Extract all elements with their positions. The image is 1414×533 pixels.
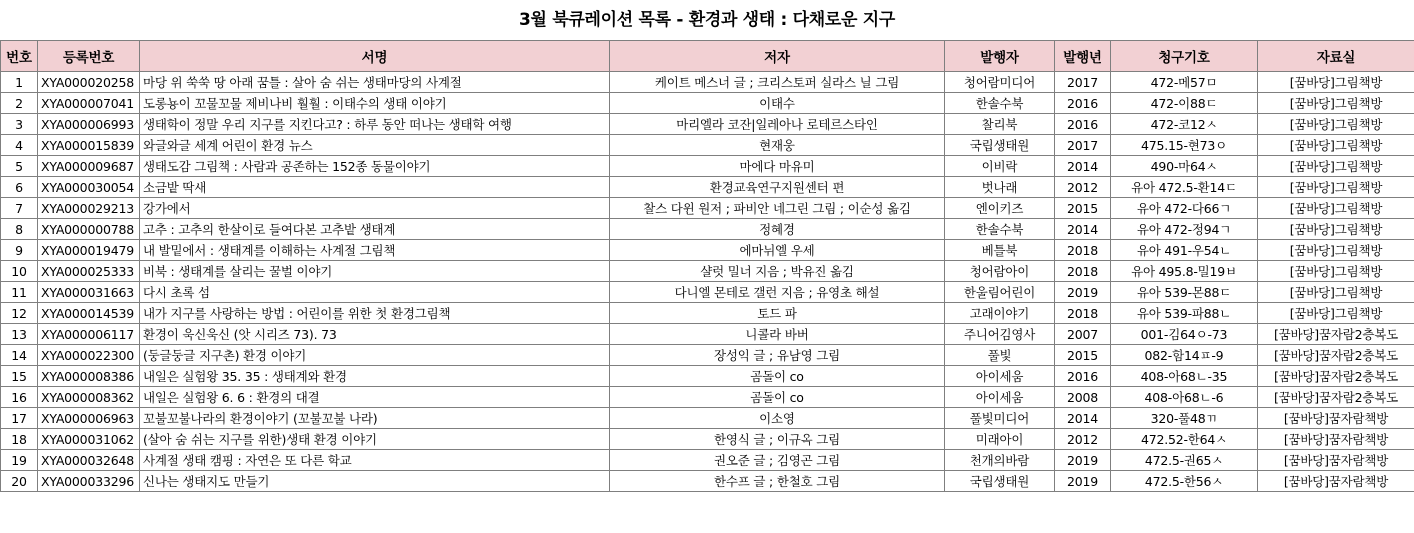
cell-location: [꿈바당]그림책방 bbox=[1258, 93, 1414, 114]
table-row bbox=[1, 114, 1414, 135]
cell-registration-no: XYA000008362 bbox=[38, 387, 140, 408]
table-row bbox=[1, 345, 1414, 366]
header-row bbox=[1, 41, 1414, 72]
cell-registration-no: XYA000009687 bbox=[38, 156, 140, 177]
cell-location: [꿈바당]꿈자람2층복도 bbox=[1258, 324, 1414, 345]
cell-number: 1 bbox=[1, 72, 38, 93]
cell-author: 이태수 bbox=[610, 93, 945, 114]
table-row bbox=[1, 93, 1414, 114]
book-list-table bbox=[0, 40, 1414, 492]
cell-number: 2 bbox=[1, 93, 38, 114]
cell-number: 4 bbox=[1, 135, 38, 156]
cell-year: 2017 bbox=[1055, 135, 1111, 156]
cell-number: 18 bbox=[1, 429, 38, 450]
cell-author: 니콜라 바버 bbox=[610, 324, 945, 345]
cell-year: 2014 bbox=[1055, 408, 1111, 429]
cell-number: 15 bbox=[1, 366, 38, 387]
cell-title: 마당 위 쑥쑥 땅 아래 꿈틀 : 살아 숨 쉬는 생태마당의 사계절 bbox=[140, 72, 610, 93]
cell-publisher: 주니어김영사 bbox=[945, 324, 1055, 345]
cell-number: 19 bbox=[1, 450, 38, 471]
col-header-title: 서명 bbox=[140, 41, 610, 72]
cell-title: 도롱뇽이 꼬물꼬물 제비나비 훨훨 : 이태수의 생태 이야기 bbox=[140, 93, 610, 114]
cell-author: 권오준 글 ; 김영곤 그림 bbox=[610, 450, 945, 471]
cell-call-number: 472-이88ㄷ bbox=[1111, 93, 1258, 114]
cell-call-number: 유아 495.8-밀19ㅂ bbox=[1111, 261, 1258, 282]
col-header-registration-no: 등록번호 bbox=[38, 41, 140, 72]
cell-registration-no: XYA000008386 bbox=[38, 366, 140, 387]
cell-title: 신나는 생태지도 만들기 bbox=[140, 471, 610, 492]
cell-year: 2017 bbox=[1055, 72, 1111, 93]
cell-year: 2012 bbox=[1055, 429, 1111, 450]
cell-number: 8 bbox=[1, 219, 38, 240]
cell-location: [꿈바당]꿈자람책방 bbox=[1258, 429, 1414, 450]
cell-year: 2016 bbox=[1055, 93, 1111, 114]
cell-publisher: 청어람미디어 bbox=[945, 72, 1055, 93]
cell-location: [꿈바당]그림책방 bbox=[1258, 198, 1414, 219]
cell-number: 3 bbox=[1, 114, 38, 135]
cell-publisher: 한울림어린이 bbox=[945, 282, 1055, 303]
cell-registration-no: XYA000015839 bbox=[38, 135, 140, 156]
cell-year: 2018 bbox=[1055, 240, 1111, 261]
cell-location: [꿈바당]그림책방 bbox=[1258, 219, 1414, 240]
cell-call-number: 472.52-한64ㅅ bbox=[1111, 429, 1258, 450]
cell-registration-no: XYA000000788 bbox=[38, 219, 140, 240]
col-header-year: 발행년 bbox=[1055, 41, 1111, 72]
cell-title: 소금밭 딱새 bbox=[140, 177, 610, 198]
cell-title: 내일은 실험왕 6. 6 : 환경의 대결 bbox=[140, 387, 610, 408]
cell-location: [꿈바당]그림책방 bbox=[1258, 261, 1414, 282]
cell-year: 2019 bbox=[1055, 282, 1111, 303]
cell-number: 13 bbox=[1, 324, 38, 345]
cell-author: 한수프 글 ; 한철호 그림 bbox=[610, 471, 945, 492]
cell-location: [꿈바당]꿈자람책방 bbox=[1258, 471, 1414, 492]
cell-author: 곰돌이 co bbox=[610, 366, 945, 387]
cell-number: 7 bbox=[1, 198, 38, 219]
table-row bbox=[1, 261, 1414, 282]
cell-call-number: 유아 539-파88ㄴ bbox=[1111, 303, 1258, 324]
cell-registration-no: XYA000029213 bbox=[38, 198, 140, 219]
table-row bbox=[1, 72, 1414, 93]
table-row bbox=[1, 324, 1414, 345]
cell-author: 에마뉘엘 우세 bbox=[610, 240, 945, 261]
cell-call-number: 408-아68ㄴ-6 bbox=[1111, 387, 1258, 408]
cell-year: 2008 bbox=[1055, 387, 1111, 408]
table-row bbox=[1, 156, 1414, 177]
cell-number: 10 bbox=[1, 261, 38, 282]
cell-call-number: 001-김64ㅇ-73 bbox=[1111, 324, 1258, 345]
cell-year: 2016 bbox=[1055, 114, 1111, 135]
cell-call-number: 472-메57ㅁ bbox=[1111, 72, 1258, 93]
cell-year: 2019 bbox=[1055, 450, 1111, 471]
cell-title: 다시 초록 섬 bbox=[140, 282, 610, 303]
cell-registration-no: XYA000006993 bbox=[38, 114, 140, 135]
cell-publisher: 벗나래 bbox=[945, 177, 1055, 198]
cell-publisher: 아이세움 bbox=[945, 387, 1055, 408]
cell-call-number: 490-마64ㅅ bbox=[1111, 156, 1258, 177]
cell-title: 내가 지구를 사랑하는 방법 : 어린이를 위한 첫 환경그림책 bbox=[140, 303, 610, 324]
cell-title: 사계절 생태 캠핑 : 자연은 또 다른 학교 bbox=[140, 450, 610, 471]
cell-location: [꿈바당]그림책방 bbox=[1258, 177, 1414, 198]
col-header-publisher: 발행자 bbox=[945, 41, 1055, 72]
table-row bbox=[1, 198, 1414, 219]
cell-year: 2018 bbox=[1055, 303, 1111, 324]
cell-registration-no: XYA000019479 bbox=[38, 240, 140, 261]
cell-number: 5 bbox=[1, 156, 38, 177]
table-row bbox=[1, 282, 1414, 303]
cell-year: 2007 bbox=[1055, 324, 1111, 345]
cell-publisher: 풀빛 bbox=[945, 345, 1055, 366]
cell-registration-no: XYA000025333 bbox=[38, 261, 140, 282]
table-row bbox=[1, 387, 1414, 408]
cell-call-number: 유아 472.5-환14ㄷ bbox=[1111, 177, 1258, 198]
cell-registration-no: XYA000007041 bbox=[38, 93, 140, 114]
cell-registration-no: XYA000014539 bbox=[38, 303, 140, 324]
table-row bbox=[1, 240, 1414, 261]
cell-title: 비북 : 생태계를 살리는 꿀벌 이야기 bbox=[140, 261, 610, 282]
cell-publisher: 국립생태원 bbox=[945, 135, 1055, 156]
cell-title: 와글와글 세계 어린이 환경 뉴스 bbox=[140, 135, 610, 156]
cell-number: 16 bbox=[1, 387, 38, 408]
cell-location: [꿈바당]꿈자람책방 bbox=[1258, 408, 1414, 429]
cell-call-number: 472-코12ㅅ bbox=[1111, 114, 1258, 135]
table-row bbox=[1, 177, 1414, 198]
cell-year: 2012 bbox=[1055, 177, 1111, 198]
cell-author: 마에다 마유미 bbox=[610, 156, 945, 177]
col-header-call-number: 청구기호 bbox=[1111, 41, 1258, 72]
cell-year: 2015 bbox=[1055, 345, 1111, 366]
cell-title: 내일은 실험왕 35. 35 : 생태계와 환경 bbox=[140, 366, 610, 387]
cell-author: 곰돌이 co bbox=[610, 387, 945, 408]
cell-title: 환경이 욱신욱신 (앗 시리즈 73). 73 bbox=[140, 324, 610, 345]
cell-call-number: 472.5-권65ㅅ bbox=[1111, 450, 1258, 471]
cell-number: 17 bbox=[1, 408, 38, 429]
cell-registration-no: XYA000022300 bbox=[38, 345, 140, 366]
cell-author: 한영식 글 ; 이규옥 그림 bbox=[610, 429, 945, 450]
cell-title: 생태학이 정말 우리 지구를 지킨다고? : 하루 동안 떠나는 생태학 여행 bbox=[140, 114, 610, 135]
cell-publisher: 베틀북 bbox=[945, 240, 1055, 261]
table-row bbox=[1, 135, 1414, 156]
cell-author: 장성익 글 ; 유남영 그림 bbox=[610, 345, 945, 366]
cell-registration-no: XYA000030054 bbox=[38, 177, 140, 198]
cell-call-number: 유아 472-다66ㄱ bbox=[1111, 198, 1258, 219]
table-row bbox=[1, 471, 1414, 492]
cell-call-number: 475.15-현73ㅇ bbox=[1111, 135, 1258, 156]
cell-publisher: 국립생태원 bbox=[945, 471, 1055, 492]
col-header-location: 자료실 bbox=[1258, 41, 1414, 72]
cell-number: 14 bbox=[1, 345, 38, 366]
cell-author: 찰스 다윈 원저 ; 파비안 네그린 그림 ; 이순성 옮김 bbox=[610, 198, 945, 219]
cell-title: 고추 : 고추의 한살이로 들여다본 고추밭 생태계 bbox=[140, 219, 610, 240]
cell-call-number: 408-아68ㄴ-35 bbox=[1111, 366, 1258, 387]
col-header-author: 저자 bbox=[610, 41, 945, 72]
cell-author: 정혜경 bbox=[610, 219, 945, 240]
cell-author: 이소영 bbox=[610, 408, 945, 429]
cell-author: 토드 파 bbox=[610, 303, 945, 324]
cell-location: [꿈바당]그림책방 bbox=[1258, 135, 1414, 156]
cell-publisher: 한솔수북 bbox=[945, 93, 1055, 114]
cell-registration-no: XYA000031663 bbox=[38, 282, 140, 303]
cell-publisher: 천개의바람 bbox=[945, 450, 1055, 471]
cell-author: 샬럿 밀너 지음 ; 박유진 옮김 bbox=[610, 261, 945, 282]
table-row bbox=[1, 219, 1414, 240]
cell-location: [꿈바당]꿈자람2층복도 bbox=[1258, 345, 1414, 366]
cell-author: 마리엘라 코잔|일레아나 로테르스타인 bbox=[610, 114, 945, 135]
cell-call-number: 082-함14ㅍ-9 bbox=[1111, 345, 1258, 366]
cell-publisher: 이비락 bbox=[945, 156, 1055, 177]
cell-location: [꿈바당]꿈자람2층복도 bbox=[1258, 366, 1414, 387]
cell-publisher: 고래이야기 bbox=[945, 303, 1055, 324]
cell-author: 환경교육연구지원센터 편 bbox=[610, 177, 945, 198]
cell-author: 다니엘 몬테로 갤런 지음 ; 유영초 해설 bbox=[610, 282, 945, 303]
cell-location: [꿈바당]그림책방 bbox=[1258, 156, 1414, 177]
cell-call-number: 유아 472-정94ㄱ bbox=[1111, 219, 1258, 240]
cell-year: 2015 bbox=[1055, 198, 1111, 219]
cell-number: 6 bbox=[1, 177, 38, 198]
cell-location: [꿈바당]꿈자람2층복도 bbox=[1258, 387, 1414, 408]
cell-publisher: 한솔수북 bbox=[945, 219, 1055, 240]
cell-call-number: 320-풀48ㄲ bbox=[1111, 408, 1258, 429]
page-title: 3월 북큐레이션 목록 - 환경과 생태 : 다채로운 지구 bbox=[518, 10, 896, 30]
cell-author: 케이트 메스너 글 ; 크리스토퍼 실라스 닐 그림 bbox=[610, 72, 945, 93]
cell-publisher: 엔이키즈 bbox=[945, 198, 1055, 219]
cell-registration-no: XYA000006117 bbox=[38, 324, 140, 345]
table-row bbox=[1, 429, 1414, 450]
cell-registration-no: XYA000020258 bbox=[38, 72, 140, 93]
cell-number: 11 bbox=[1, 282, 38, 303]
cell-publisher: 미래아이 bbox=[945, 429, 1055, 450]
cell-year: 2019 bbox=[1055, 471, 1111, 492]
cell-publisher: 아이세움 bbox=[945, 366, 1055, 387]
cell-location: [꿈바당]그림책방 bbox=[1258, 72, 1414, 93]
cell-registration-no: XYA000031062 bbox=[38, 429, 140, 450]
cell-title: 생태도감 그림책 : 사람과 공존하는 152종 동물이야기 bbox=[140, 156, 610, 177]
cell-publisher: 찰리북 bbox=[945, 114, 1055, 135]
table-row bbox=[1, 303, 1414, 324]
cell-registration-no: XYA000032648 bbox=[38, 450, 140, 471]
cell-location: [꿈바당]그림책방 bbox=[1258, 303, 1414, 324]
cell-registration-no: XYA000006963 bbox=[38, 408, 140, 429]
cell-title: 강가에서 bbox=[140, 198, 610, 219]
cell-publisher: 청어람아이 bbox=[945, 261, 1055, 282]
cell-call-number: 유아 539-몬88ㄷ bbox=[1111, 282, 1258, 303]
cell-title: (둥글둥글 지구촌) 환경 이야기 bbox=[140, 345, 610, 366]
cell-call-number: 472.5-한56ㅅ bbox=[1111, 471, 1258, 492]
cell-number: 20 bbox=[1, 471, 38, 492]
cell-title: 내 발밑에서 : 생태계를 이해하는 사계절 그림책 bbox=[140, 240, 610, 261]
cell-number: 12 bbox=[1, 303, 38, 324]
cell-location: [꿈바당]그림책방 bbox=[1258, 240, 1414, 261]
cell-location: [꿈바당]그림책방 bbox=[1258, 114, 1414, 135]
cell-call-number: 유아 491-우54ㄴ bbox=[1111, 240, 1258, 261]
col-header-number: 번호 bbox=[1, 41, 38, 72]
table-row bbox=[1, 450, 1414, 471]
cell-year: 2014 bbox=[1055, 156, 1111, 177]
cell-year: 2016 bbox=[1055, 366, 1111, 387]
cell-location: [꿈바당]꿈자람책방 bbox=[1258, 450, 1414, 471]
cell-location: [꿈바당]그림책방 bbox=[1258, 282, 1414, 303]
table-row bbox=[1, 366, 1414, 387]
cell-year: 2018 bbox=[1055, 261, 1111, 282]
cell-registration-no: XYA000033296 bbox=[38, 471, 140, 492]
cell-title: (살아 숨 쉬는 지구를 위한)생태 환경 이야기 bbox=[140, 429, 610, 450]
cell-publisher: 풀빛미디어 bbox=[945, 408, 1055, 429]
cell-number: 9 bbox=[1, 240, 38, 261]
cell-author: 현재웅 bbox=[610, 135, 945, 156]
cell-year: 2014 bbox=[1055, 219, 1111, 240]
table-row bbox=[1, 408, 1414, 429]
cell-title: 꼬불꼬불나라의 환경이야기 (꼬불꼬불 나라) bbox=[140, 408, 610, 429]
